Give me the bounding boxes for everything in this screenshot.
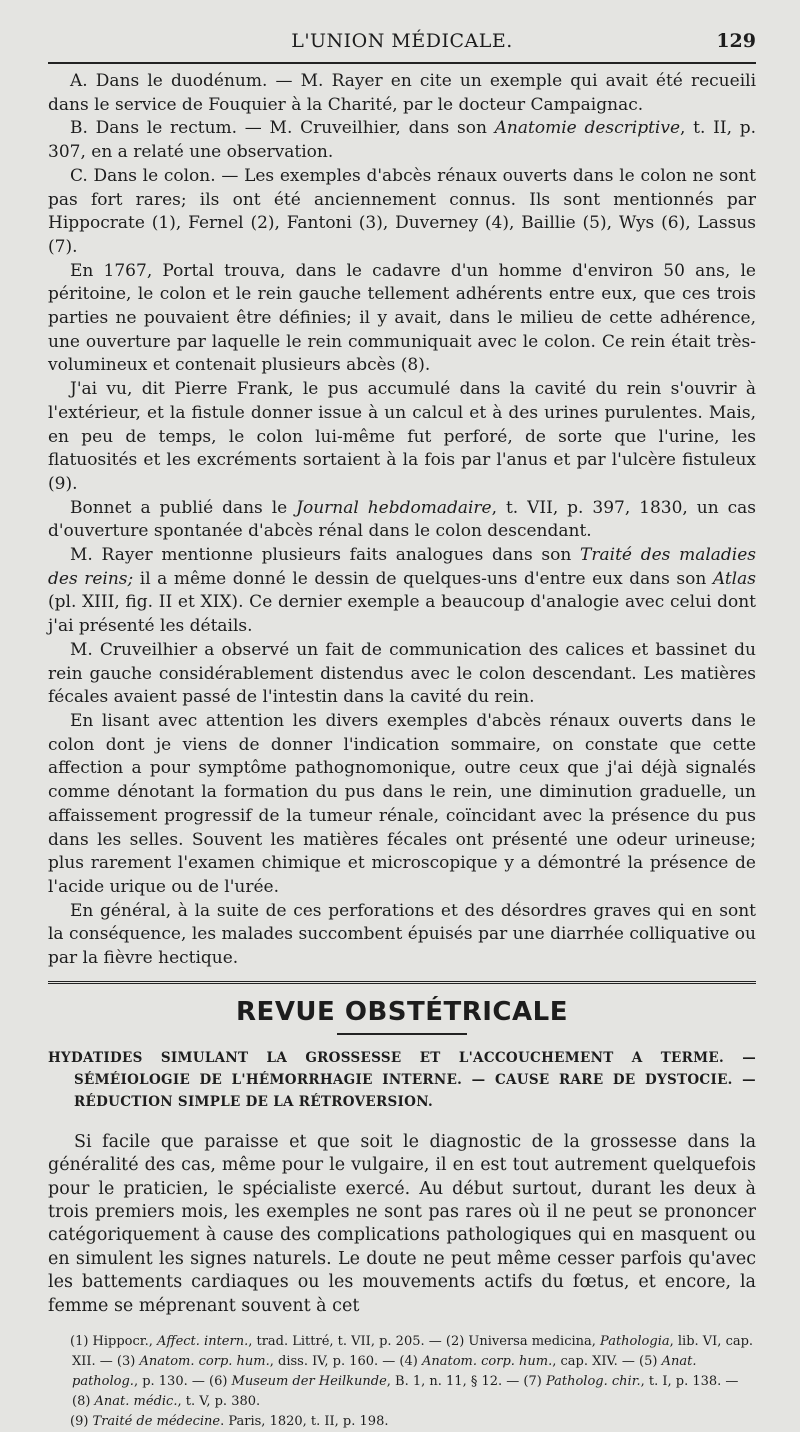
footnotes [48,1332,756,1432]
article-rubric: HYDATIDES SIMULANT LA GROSSESSE ET L'ACCOUCHEMENT A TERME. — SÉMÉIOLOGIE DE L'HÉMORRHAGIE INTERNE. — CAUSE RARE DE DYSTOCIE. — RÉDUCTION SIMPLE DE LA RÉTROVERSION. [48,1049,756,1110]
article-paragraph: Si facile que paraisse et que soit le diagnostic de la grossesse dans la généralité des cas, même pour le vulgaire, il en est tout autrement quelquefois pour le praticien, le spécialiste exercé. Au début surtout, durant les deux à trois premiers mois, les exemples ne sont pas rares où il ne peut se prononcer catégoriquement à cause des complications pathologiques qui en masquent ou en simulent les signes naturels. Le doute ne peut même cesser parfois qu'avec les battements cardiaques ou les mouvements actifs du fœtus, et encore, la femme se méprenant souvent à cet [48,1131,756,1316]
body-paragraph: J'ai vu, dit Pierre Frank, le pus accumulé dans la cavité du rein s'ouvrir à l'extérieur, et la fistule donner issue à un calcul et à des urines purulentes. Mais, en peu de temps, le colon lui-même fut perforé, de sorte que l'urine, les flatuosités et les excréments sortaient à la fois par l'anus et par l'ulcère fistuleux (9). [48,379,756,494]
body-paragraph: En lisant avec attention les divers exemples d'abcès rénaux ouverts dans le colon dont je viens de donner l'indication sommaire, on constate que cette affection a pour symptôme pathognomonique, outre ceux que j'ai déjà signalés comme dénotant la formation du pus dans le rein, une diminution graduelle, un affaissement progressif de la tumeur rénale, coïncidant avec la présence du pus dans les selles. Souvent les matières fécales ont présenté une odeur urineuse; plus rarement l'examen chimique et microscopique y a démontré la présence de l'acide urique ou de l'urée. [48,710,756,897]
obstetric-article [48,1131,756,1318]
journal-title: L'UNION MÉDICALE. [291,30,513,52]
body-paragraph: Bonnet a publié dans le Journal hebdomadaire, t. VII, p. 397, 1830, un cas d'ouverture spontanée d'abcès rénal dans le colon descendant. [48,497,756,542]
body-paragraph: M. Rayer mentionne plusieurs faits analogues dans son Traité des maladies des reins; il a même donné le dessin de quelques-uns d'entre eux dans son Atlas (pl. XIII, fig. II et XIX). Ce dernier exemple a beaucoup d'analogie avec celui dont j'ai présenté les détails. [48,545,757,637]
body-paragraph: En 1767, Portal trouva, dans le cadavre d'un homme d'environ 50 ans, le péritoine, le colon et le rein gauche tellement adhérents entre eux, que ces trois parties ne pouvaient être définies; il y avait, dans le milieu de cette adhérence, une ouverture par laquelle le rein communiquait avec le colon. Ce rein était très-volumineux et contenait plusieurs abcès (8). [48,260,756,376]
body-paragraph: En général, à la suite de ces perforations et des désordres graves qui en sont la conséquence, les malades succombent épuisés par une diarrhée colliquative ou par la fièvre hectique. [48,900,756,969]
running-head [48,26,756,58]
section-title-rule [337,1033,467,1035]
header-rule [48,62,756,64]
body-paragraph: M. Cruveilhier a observé un fait de communication des calices et bassinet du rein gauche considérablement distendus avec le colon descendant. Les matières fécales avaient passé de l'intestin dans la cavité du rein. [48,639,756,708]
article-body [48,70,756,971]
page-number: 129 [716,30,756,52]
body-paragraph: B. Dans le rectum. — M. Cruveilhier, dans son Anatomie descriptive, t. II, p. 307, en a relaté une observation. [48,118,756,163]
section-divider [48,981,756,987]
body-paragraph: C. Dans le colon. — Les exemples d'abcès rénaux ouverts dans le colon ne sont pas fort rares; ils ont été anciennement connus. Ils sont mentionnés par Hippocrate (1), Fernel (2), Fantoni (3), Duverney (4), Baillie (5), Wys (6), Lassus (7). [48,165,756,257]
section-title: REVUE OBSTÉTRICALE [236,996,568,1027]
body-paragraph: A. Dans le duodénum. — M. Rayer en cite un exemple qui avait été recueili dans le service de Fouquier à la Charité, par le docteur Campaignac. [48,71,756,115]
footnote: (9) Traité de médecine. Paris, 1820, t. II, p. 198. [70,1413,389,1429]
footnote: (1) Hippocr., Affect. intern., trad. Littré, t. VII, p. 205. — (2) Universa medicina, Pathologia, lib. VI, cap. XII. — (3) Anatom. corp. hum., diss. IV, p. 160. — (4) Anatom. corp. hum., cap. XIV. — (5) Anat. patholog., p. 130. — (6) Museum der Heilkunde, B. 1, n. 11, § 12. — (7) Patholog. chir., t. I, p. 138. — (8) Anat. médic., t. V, p. 380. [70,1333,754,1409]
